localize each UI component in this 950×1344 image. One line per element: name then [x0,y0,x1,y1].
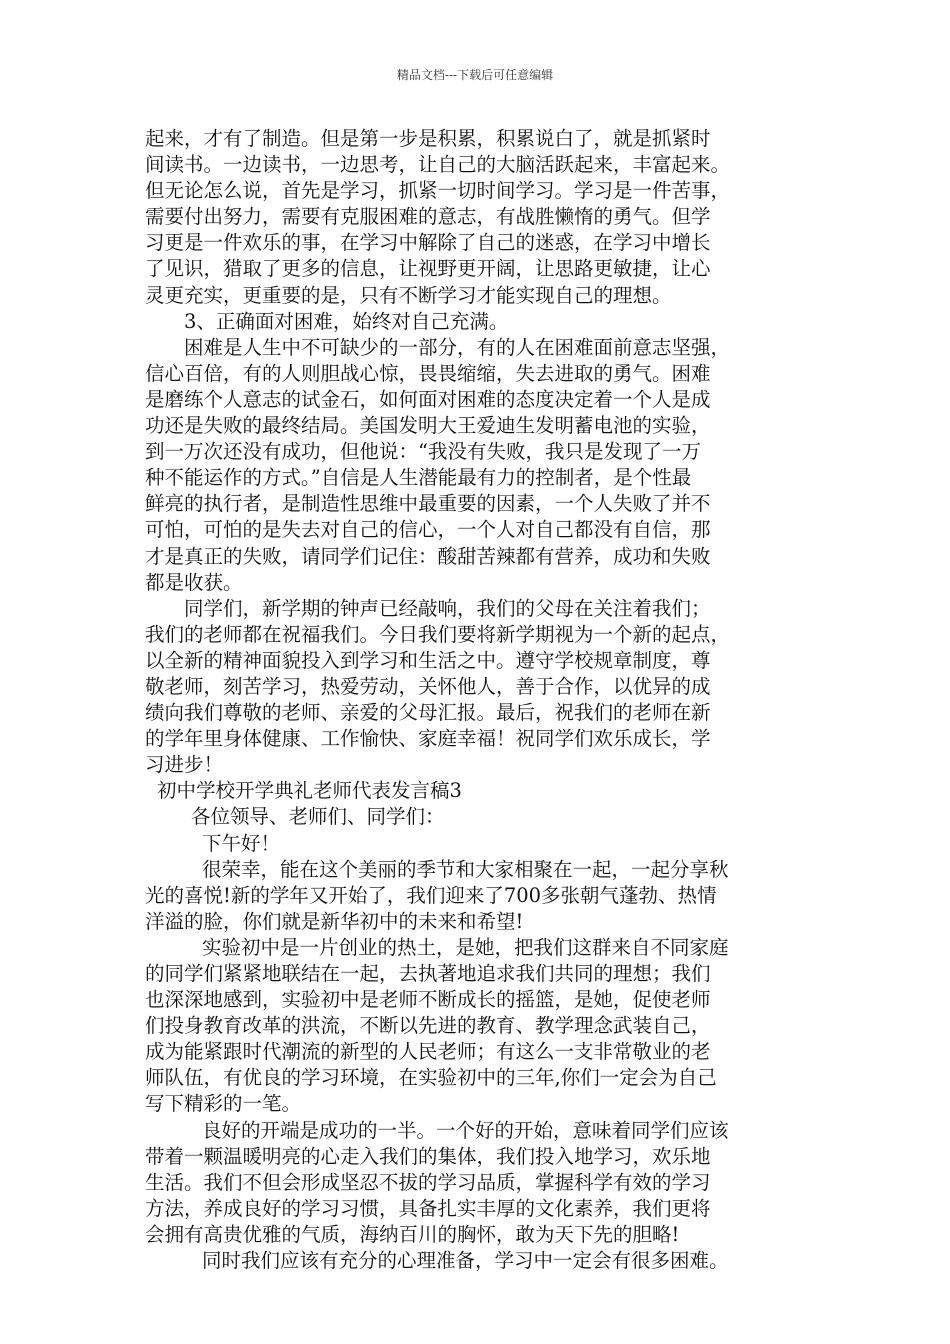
article-title: 初中学校开学典礼老师代表发言稿3 [157,779,462,803]
paragraph-start: 实验初中是一片创业的热土，是她，把我们这群来自不同家庭 [202,935,729,959]
text-line: 到一万次还没有成功，但他说：“我没有失败，我只是发现了一万 [145,440,701,464]
paragraph-start: 良好的开端是成功的一半。一个好的开始，意味着同学们应该 [202,1118,729,1142]
section-heading: 3、正确面对困难，始终对自己充满。 [184,309,509,333]
text-line: 但无论怎么说，首先是学习，抓紧一切时间学习。学习是一件苦事， [145,179,731,203]
text-line: 也深深地感到，实验初中是老师不断成长的摇篮，是她，促使老师 [145,988,711,1012]
page-header: 精品文档---下载后可任意编辑 [396,68,554,82]
text-line: 是磨练个人意志的试金石，如何面对困难的态度决定着一个人是成 [145,387,711,411]
text-line: 鲜亮的执行者，是制造性思维中最重要的因素，一个人失败了并不 [145,492,711,516]
text-line: 的同学们紧紧地联结在一起，去执著地追求我们共同的理想；我们 [145,962,711,985]
text-line: 都是收获。 [145,570,243,594]
text-line: 才是真正的失败，请同学们记住：酸甜苦辣都有营养，成功和失败 [145,544,711,568]
text-line: 间读书。一边读书，一边思考，让自己的大脑活跃起来，丰富起来。 [145,153,731,177]
text-line: 功还是失败的最终结局。美国发明大王爱迪生发明蓄电池的实验， [145,414,711,438]
text-line: 洋溢的脸，你们就是新华初中的未来和希望! [145,909,524,933]
text-line: 光的喜悦!新的学年又开始了，我们迎来了700多张朝气蓬勃、热情 [145,883,717,907]
text-line: 会拥有高贵优雅的气质，海纳百川的胸怀，敢为天下先的胆略! [145,1222,680,1246]
document-body [145,126,805,1274]
paragraph-start: 很荣幸，能在这个美丽的季节和大家相聚在一起，一起分享秋 [202,857,729,881]
text-line: 方法，养成良好的学习习惯，具备扎实丰厚的文化素养，我们更将 [145,1196,711,1220]
salutation: 各位领导、老师们、同学们： [191,805,445,829]
text-line: 可怕，可怕的是失去对自己的信心，一个人对自己都没有自信，那 [145,518,711,542]
text-line: 写下精彩的一笔。 [145,1092,302,1116]
text-line: 信心百倍，有的人则胆战心惊，畏畏缩缩，失去进取的勇气。困难 [145,361,711,385]
text-line: 灵更充实，更重要的是，只有不断学习才能实现自己的理想。 [145,283,672,307]
paragraph-start: 同时我们应该有充分的心理准备，学习中一定会有很多困难。 [202,1249,729,1273]
text-line: 起来，才有了制造。但是第一步是积累，积累说白了，就是抓紧时 [145,127,711,150]
text-line: 的学年里身体健康、工作愉快、家庭幸福！祝同学们欢乐成长，学 [145,727,711,751]
text-line: 带着一颗温暖明亮的心走入我们的集体，我们投入地学习，欢乐地 [145,1144,711,1168]
text-line: 了见识，猎取了更多的信息，让视野更开阔，让思路更敏捷，让心 [145,257,711,281]
text-line: 需要付出努力，需要有克服困难的意志，有战胜懒惰的勇气。但学 [145,205,711,229]
text-line: 成为能紧跟时代潮流的新型的人民老师；有这么一支非常敬业的老 [145,1040,711,1064]
text-line: 师队伍，有优良的学习环境，在实验初中的三年,你们一定会为自己 [145,1066,717,1090]
paragraph-start: 困难是人生中不可缺少的一部分，有的人在困难面前意志坚强， [184,335,731,359]
text-line: 绩向我们尊敬的老师、亲爱的父母汇报。最后，祝我们的老师在新 [145,701,711,725]
paragraph-start: 同学们，新学期的钟声已经敲响，我们的父母在关注着我们； [184,596,711,620]
text-line: 敬老师，刻苦学习，热爱劳动，关怀他人，善于合作，以优异的成 [145,674,711,698]
text-line: 习进步！ [145,753,224,777]
greeting: 下午好！ [202,831,281,855]
text-line: 种不能运作的方式。”自信是人生潜能最有力的控制者，是个性最 [145,466,692,490]
text-line: 生活。我们不但会形成坚忍不拔的学习品质，掌握科学有效的学习 [145,1170,711,1194]
text-line: 我们的老师都在祝福我们。今日我们要将新学期视为一个新的起点， [145,622,731,646]
text-line: 习更是一件欢乐的事，在学习中解除了自己的迷惑，在学习中增长 [145,231,711,255]
text-line: 以全新的精神面貌投入到学习和生活之中。遵守学校规章制度，尊 [145,648,711,672]
text-line: 们投身教育改革的洪流，不断以先进的教育、教学理念武装自己， [145,1014,711,1038]
